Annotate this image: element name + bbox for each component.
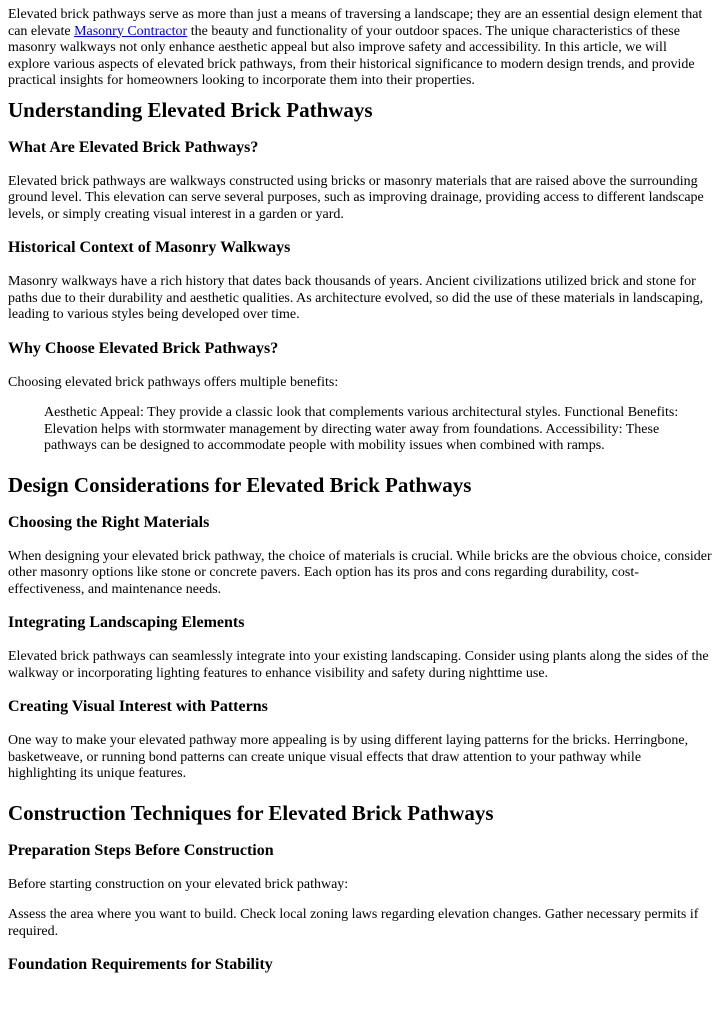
subheading-patterns: Creating Visual Interest with Patterns <box>8 698 268 715</box>
paragraph-historical-context: Masonry walkways have a rich history that dates back thousands of years. Ancient civilizations utilized brick and stone for paths due to their durability and aesthetic qualities. As architecture evolved, so did the use of these materials in landscaping, leading to various styles being developed over time. <box>8 274 704 322</box>
subheading-preparation: Preparation Steps Before Construction <box>8 841 274 859</box>
subheading-why-choose: Why Choose Elevated Brick Pathways? <box>8 339 279 357</box>
subheading-landscaping: Integrating Landscaping Elements <box>8 614 245 631</box>
intro-text-before: Elevated brick pathways serve as more than just a means of traversing a landscape; they are an essential design element that can elevate <box>8 7 703 39</box>
section-heading-construction: Construction Techniques for Elevated Brick Pathways <box>8 800 494 825</box>
subheading-materials: Choosing the Right Materials <box>8 513 210 531</box>
paragraph-preparation: Before starting construction on your elevated brick pathway: <box>8 876 349 892</box>
subheading-historical-context: Historical Context of Masonry Walkways <box>8 239 291 256</box>
intro-text-after: the beauty and functionality of your outdoor spaces. The unique characteristics of these masonry walkways not only enhance aesthetic appeal but also improve safety and accessibility. In this article, we will explore various aspects of elevated brick pathways, from their historical significance to modern design trends, and provide practical insights for homeowners looking to incorporate them into their properties. <box>8 23 695 88</box>
subheading-what-are: What Are Elevated Brick Pathways? <box>8 138 259 156</box>
paragraph-landscaping: Elevated brick pathways can seamlessly integrate into your existing landscaping. Consider using plants along the sides of the walkway or incorporating lighting features to enhance visibility and safety during nighttime use. <box>8 649 709 681</box>
paragraph-what-are: Elevated brick pathways are walkways constructed using bricks or masonry materials that are raised above the surrounding ground level. This elevation can serve several purposes, such as improving drainage, providing access to different landscape levels, or simply creating visual interest in a garden or yard. <box>8 173 704 222</box>
section-heading-design: Design Considerations for Elevated Brick Pathways <box>8 472 472 497</box>
paragraph-why-choose: Choosing elevated brick pathways offers multiple benefits: <box>8 374 339 390</box>
subheading-foundation: Foundation Requirements for Stability <box>8 956 273 973</box>
paragraph-preparation-steps: Assess the area where you want to build. Check local zoning laws regarding elevation changes. Gather necessary permits if required. <box>8 907 699 939</box>
section-heading-understanding: Understanding Elevated Brick Pathways <box>8 97 373 122</box>
paragraph-materials: When designing your elevated brick pathway, the choice of materials is crucial. While bricks are the obvious choice, consider other masonry options like stone or concrete pavers. Each option has its pros and cons regarding durability, cost-effectiveness, and maintenance needs. <box>8 548 712 597</box>
intro-paragraph <box>8 7 712 90</box>
paragraph-patterns: One way to make your elevated pathway more appealing is by using different laying patterns for the bricks. Herringbone, basketweave, or running bond patterns can create unique visual effects that draw attention to your pathway while highlighting its unique features. <box>8 733 689 781</box>
masonry-contractor-link[interactable]: Masonry Contractor <box>74 23 188 39</box>
benefits-blockquote: Aesthetic Appeal: They provide a classic look that complements various architectural styles. Functional Benefits: Elevation helps with stormwater management by directing water away from foundations. Accessibility: These pathways can be designed to accommodate people with mobility issues when combined with ramps. <box>44 405 679 453</box>
